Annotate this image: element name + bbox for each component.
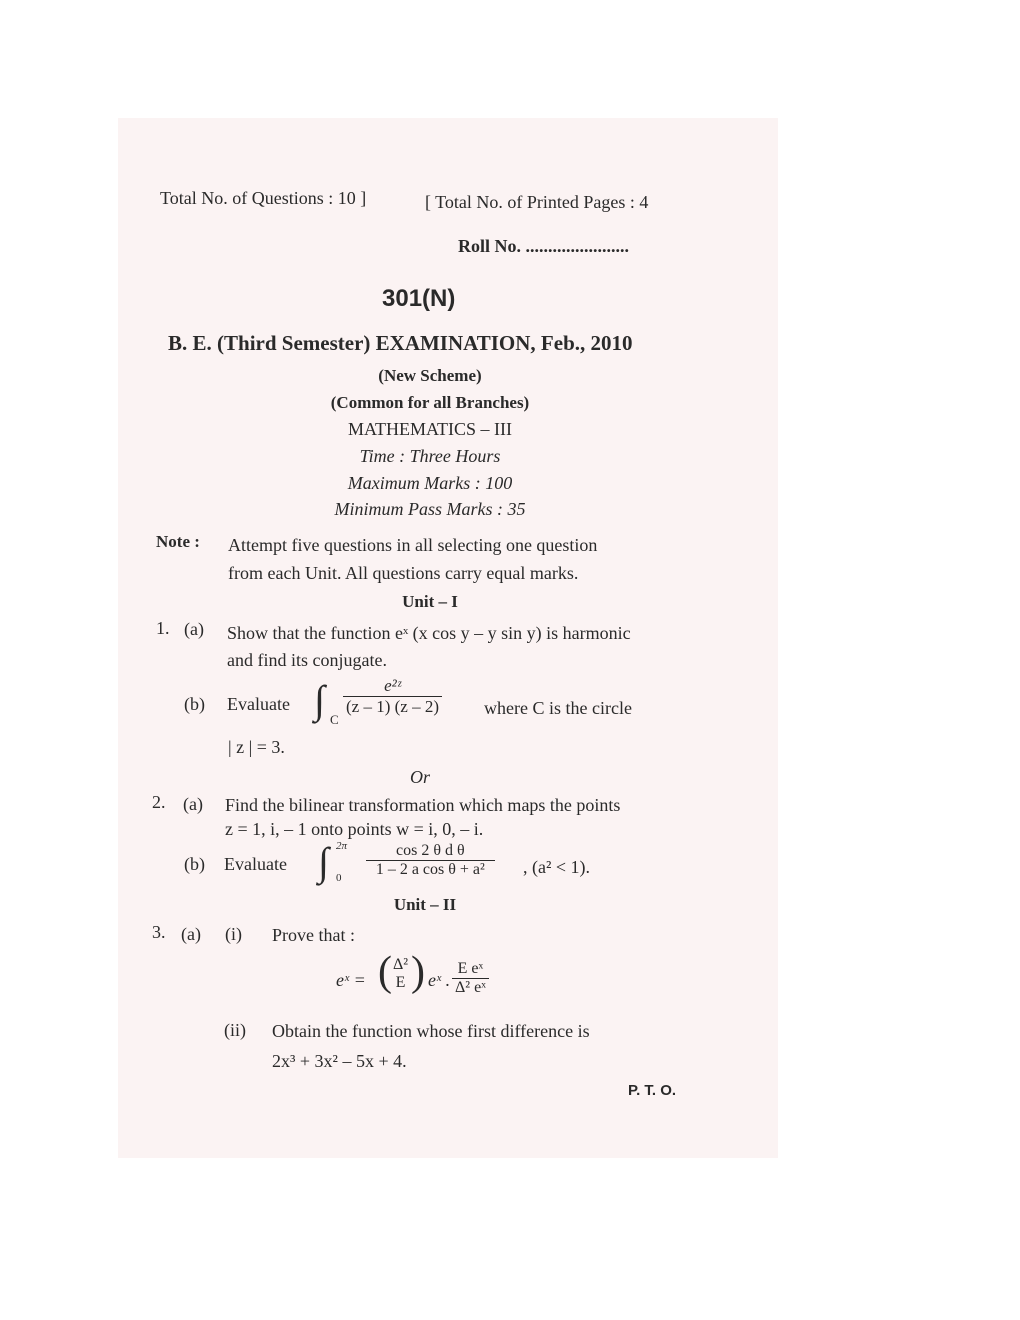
q3-eq-lhs: eˣ =: [336, 970, 366, 990]
roll-no: Roll No. .......................: [458, 236, 629, 256]
unit-1-heading: Unit – I: [402, 592, 458, 611]
max-marks: Maximum Marks : 100: [347, 473, 513, 493]
right-paren: ): [411, 949, 425, 995]
integral-sign: ∫: [314, 677, 325, 722]
branches: (Common for all Branches): [330, 393, 530, 412]
q3-eq-fraction: [452, 960, 489, 997]
q2-b-upper-limit: 2π: [336, 840, 348, 852]
q3-a-label: (a): [181, 924, 201, 944]
note-line-1: Attempt five questions in all selecting one question: [228, 535, 598, 555]
q3-i-label: (i): [225, 924, 242, 944]
q3-eq-paren-fraction: [390, 956, 411, 992]
q1-b-fraction: [343, 676, 442, 717]
q3-eq-paren-denominator: E: [395, 974, 406, 991]
q1-a-label: (a): [184, 619, 204, 639]
q1-b-where: where C is the circle: [484, 698, 632, 718]
q1-a-line-2: and find its conjugate.: [227, 650, 387, 670]
q2-a-line-1: Find the bilinear transformation which maps the points: [225, 795, 621, 815]
q2-a-label: (a): [183, 794, 203, 814]
subject: MATHEMATICS – III: [348, 419, 512, 439]
integral-sign: ∫: [318, 839, 329, 884]
q3-ii-line-1: Obtain the function whose first difference is: [272, 1021, 590, 1041]
min-marks: Minimum Pass Marks : 35: [334, 499, 526, 519]
q1-b-contour: C: [330, 712, 339, 727]
note-label: Note :: [156, 532, 200, 551]
q2-b-fraction: [366, 842, 495, 879]
q1-a-line-1: Show that the function eˣ (x cos y – y sin y) is harmonic: [227, 623, 631, 643]
q3-eq-denominator: Δ² eˣ: [455, 979, 486, 996]
unit-2-heading: Unit – II: [393, 895, 457, 914]
q2-b-text: Evaluate: [224, 854, 287, 874]
paper-code: 301(N): [382, 285, 456, 312]
exam-title: B. E. (Third Semester) EXAMINATION, Feb., 2010: [168, 331, 633, 355]
q1-b-line-2: | z | = 3.: [228, 737, 285, 757]
q1-b-denominator: (z – 1) (z – 2): [346, 697, 439, 716]
q3-eq-paren-numerator: Δ²: [393, 956, 409, 973]
pto-footer: P. T. O.: [628, 1082, 677, 1099]
q3-ii-label: (ii): [224, 1020, 246, 1040]
printed-pages: [ Total No. of Printed Pages : 4: [425, 192, 649, 212]
q2-a-line-2: z = 1, i, – 1 onto points w = i, 0, – i.: [225, 819, 484, 839]
time: Time : Three Hours: [359, 446, 501, 466]
q2-b-numerator: cos 2 θ d θ: [366, 842, 495, 861]
q3-i-text: Prove that :: [272, 925, 355, 945]
note-line-2: from each Unit. All questions carry equal marks.: [228, 563, 579, 583]
or-divider: Or: [409, 767, 430, 787]
q2-b-label: (b): [184, 854, 205, 874]
q1-b-numerator: e²ᶻ: [343, 676, 442, 697]
scheme: (New Scheme): [378, 366, 482, 385]
q2-b-lower-limit: 0: [336, 872, 342, 884]
q1-b-text: Evaluate: [227, 694, 290, 714]
q2-b-condition: , (a² < 1).: [523, 857, 591, 877]
q1-number: 1.: [156, 618, 170, 638]
left-paren: (: [378, 949, 392, 995]
q3-eq-numerator: E eˣ: [452, 960, 489, 979]
q2-b-denominator: 1 – 2 a cos θ + a²: [375, 861, 485, 878]
q3-eq-mid: eˣ .: [428, 970, 451, 990]
total-questions: Total No. of Questions : 10 ]: [160, 188, 367, 208]
q1-b-label: (b): [184, 694, 205, 714]
q3-ii-line-2: 2x³ + 3x² – 5x + 4.: [272, 1051, 407, 1071]
q3-number: 3.: [152, 922, 166, 942]
q2-number: 2.: [152, 792, 166, 812]
